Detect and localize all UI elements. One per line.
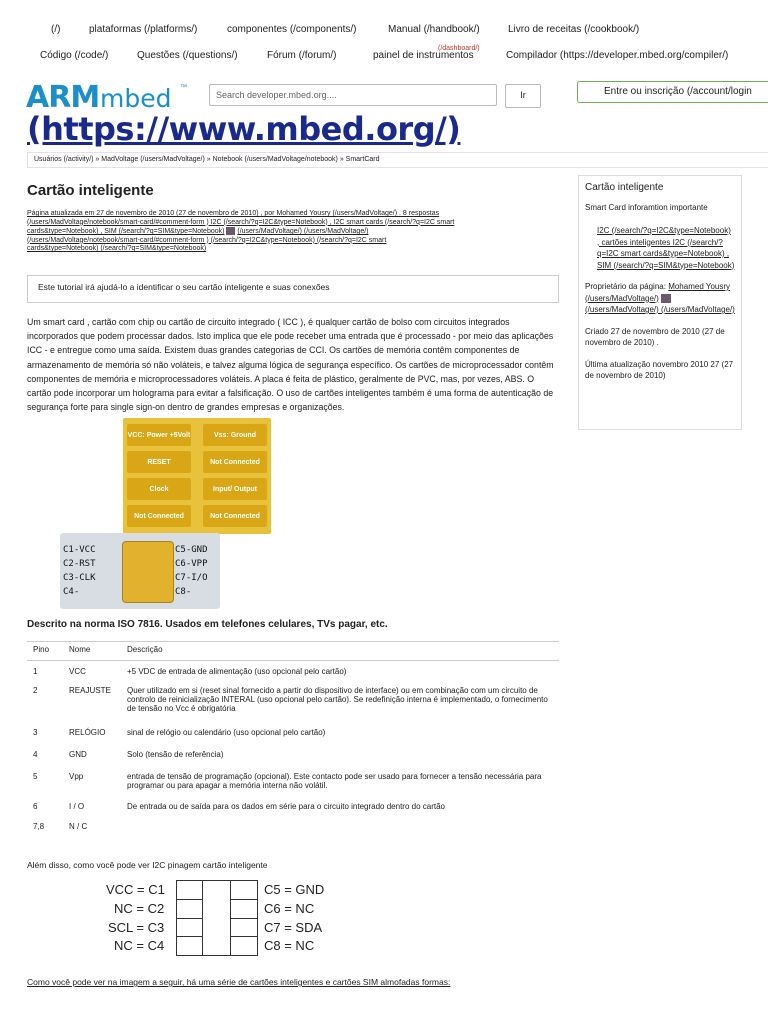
sidebar [578,175,742,430]
breadcrumb[interactable]: Usuários (/activity/) » MadVoltage (/users/MadVoltage/) » Notebook (/users/MadVoltage/notebook) » SmartCard [27,152,768,168]
table-cell: 2 [27,683,63,725]
chip-pin-label: C8- [175,587,192,597]
owner-links[interactable]: (/users/MadVoltage/) (/users/MadVoltage/) [585,305,735,314]
i2c-pinmap-image [100,878,360,958]
table-cell: 1 [27,661,63,683]
pinmap-label: NC = C2 [114,901,165,916]
meta-line[interactable]: (/users/MadVoltage/) (/users/MadVoltage/) [237,228,369,236]
card-shapes-note[interactable]: Como você pode ver na imagem a seguir, há uma série de cartões inteligentes e cartões SIM almofadas formas: [27,977,451,987]
pinmap-label: SCL = C3 [108,920,165,935]
pinmap-grid [176,880,258,956]
pad-cell: Input/ Output [203,478,267,500]
arm-logo[interactable]: ARM [26,80,100,115]
chip-pin-label: C3-CLK [63,573,96,583]
sidebar-tags[interactable]: I2C (/search/?q=I2C&type=Notebook) , cartões inteligentes I2C (/search/?q=I2C smart cards&type=Notebook) , SIM (/search/?q=SIM&type=Notebook) [597,226,735,270]
intro-box: Este tutorial irá ajudá-lo a identificar o seu cartão inteligente e suas conexões [27,275,559,303]
nav-code-link[interactable]: Código (/code/) [40,50,109,61]
pin-table [27,641,559,837]
sidebar-title: Cartão inteligente [585,182,664,193]
nav-handbook-link[interactable]: Manual (/handbook/) [388,24,480,35]
pinmap-label: NC = C4 [114,938,165,953]
table-cell: Vpp [63,769,121,799]
pad-cell: VCC: Power +5Volt [127,424,191,446]
pinmap-label: C5 = GND [264,882,325,897]
nav-platforms-link[interactable]: plataformas (/platforms/) [89,24,198,35]
site-url-link[interactable]: (https://www.mbed.org/) [27,110,461,148]
table-cell: 7,8 [27,819,63,837]
chip-pin-label: C4- [63,587,80,597]
meta-line[interactable]: cards&type=Notebook) , SIM (/search/?q=SIM&type=Notebook) [27,228,225,236]
chip-pinout-image [60,533,220,609]
avatar[interactable] [661,294,671,303]
pad-cell: Clock [127,478,191,500]
nav-dashboard-link[interactable]: painel de instrumentos [373,50,474,61]
avatar[interactable] [226,227,235,235]
pinmap-label: C6 = NC [264,901,315,916]
pad-cell: RESET [127,451,191,473]
table-cell: RELÓGIO [63,725,121,747]
pinmap-label: C8 = NC [264,938,315,953]
table-cell: +5 VDC de entrada de alimentação (uso opcional pelo cartão) [121,661,559,683]
section-heading: Descrito na norma ISO 7816. Usados em telefones celulares, TVs pagar, etc. [27,619,388,630]
top-nav [0,0,768,70]
meta-line[interactable]: (/users/MadVoltage/notebook/smart-card/#comment-form ) I2C (/search/?q=I2C&type=Notebook) , I2C smart cards (/search/?q=I2C smart [27,218,455,226]
search-input[interactable]: Search developer.mbed.org.... [209,84,497,106]
table-cell: I / O [63,799,121,819]
mbed-logo[interactable]: mbed [100,84,172,113]
i2c-note: Além disso, como você pode ver I2C pinagem cartão inteligente [27,860,268,870]
created-date: Criado 27 de novembro de 2010 (27 de novembro de 2010) . [585,326,725,347]
meta-line[interactable]: cards&type=Notebook) (/search/?q=SIM&type=Notebook) [27,245,207,253]
nav-forum-link[interactable]: Fórum (/forum/) [267,50,337,61]
table-cell: 6 [27,799,63,819]
table-cell: Quer utilizado em si (reset sinal fornecido a partir do dispositivo de interface) ou em combinação com um circuito de controlo de reinicialização INTERAL (uso opcional pelo cartão). Se redefinição interna é implementado, o fornecimento de tensão no Vcc é obrigatória [121,683,559,725]
contact-pad-image [123,418,271,534]
table-cell: De entrada ou de saída para os dados em série para o circuito integrado dentro do cartão [121,799,559,819]
table-cell: N / C [63,819,121,837]
table-row [27,799,559,819]
table-cell: REAJUSTE [63,683,121,725]
meta-line[interactable]: Página atualizada em 27 de novembro de 2010 (27 de novembro de 2010) , por Mohamed Yousry (/users/MadVoltage/) . 8 respostas [27,210,440,217]
nav-dashboard-tag: (/dashboard/) [438,45,480,52]
nav-cookbook-link[interactable]: Livro de receitas (/cookbook/) [508,24,640,35]
search-button[interactable]: Ir [505,84,541,108]
pinmap-label: C7 = SDA [264,920,323,935]
sidebar-subtitle: Smart Card inforamtion importante [585,202,708,212]
login-button[interactable]: Entre ou inscrição (/account/login [577,81,768,103]
table-row [27,747,559,769]
nav-questions-link[interactable]: Questões (/questions/) [137,50,238,61]
table-header-row [27,642,559,661]
table-header: Pino [27,642,63,661]
page-title: Cartão inteligente [27,182,154,199]
chip-pin-label: C2-RST [63,559,96,569]
table-header: Descrição [121,642,559,661]
table-row [27,819,559,837]
body-paragraph: Um smart card , cartão com chip ou cartão de circuito integrado ( ICC ), é qualquer cartão de bolso com circuitos integrados incorporados que podem processar dados. Isto implica que ele pode receber uma entrada que é processado - por meio das aplicações ICC - e entregue como uma saída. Existem duas grandes categorias de CCI. Os cartões de memória contêm componentes de armazenamento de memória só não voláteis, e talvez alguma lógica de segurança específico. Os cartões de microprocessador contêm componentes de memória e microprocessadores voláteis. A placa é feita de plástico, geralmente de PVC, mas, por vezes, ABS. O cartão pode incorporar um holograma para evitar a falsificação. O uso de cartões inteligentes também é uma forma de autenticação de segurança forte para single sign-on dentro de grandes empresas e organizações. [27,317,554,413]
chip-pin-label: C1-VCC [63,545,96,555]
table-cell: 5 [27,769,63,799]
owner-link[interactable]: Mohamed Yousry (/users/MadVoltage/) [585,282,731,303]
nav-home-link[interactable]: (/) [51,24,61,35]
pinmap-label: VCC = C1 [106,882,165,897]
pad-cell: Not Connected [203,505,267,527]
sidebar-owner [585,281,735,316]
chip-contact [122,541,174,603]
table-row [27,769,559,799]
table-header: Nome [63,642,121,661]
owner-label: Proprietário da página: [585,282,666,291]
table-cell: entrada de tensão de programação (opcional). Este contacto pode ser usado para fornecer a tensão necessária para programar ou para apagar a memória interna não volátil. [121,769,559,799]
table-cell [121,819,559,837]
nav-components-link[interactable]: componentes (/components/) [227,24,357,35]
table-row [27,661,559,683]
pad-cell: Not Connected [127,505,191,527]
nav-compiler-link[interactable]: Compilador (https://developer.mbed.org/compiler/) [506,50,729,61]
table-cell: 3 [27,725,63,747]
pad-cell: Not Connected [203,451,267,473]
meta-line[interactable]: (/users/MadVoltage/notebook/smart-card/#comment-form ) (/search/?q=I2C&type=Notebook) (/search/?q=I2C smart [27,236,387,244]
trademark-mark: ™ [180,84,187,91]
chip-pin-label: C6-VPP [175,559,208,569]
chip-pin-label: C5-GND [175,545,208,555]
chip-pin-label: C7-I/O [175,573,208,583]
page-meta [27,210,557,254]
table-cell: sinal de relógio ou calendário (uso opcional pelo cartão) [121,725,559,747]
table-cell: 4 [27,747,63,769]
table-cell: GND [63,747,121,769]
table-row [27,683,559,725]
table-cell: Solo (tensão de referência) [121,747,559,769]
table-row [27,725,559,747]
updated-date: Última atualização novembro 2010 27 (27 de novembro de 2010) [585,359,734,380]
pad-cell: Vss: Ground [203,424,267,446]
table-cell: VCC [63,661,121,683]
